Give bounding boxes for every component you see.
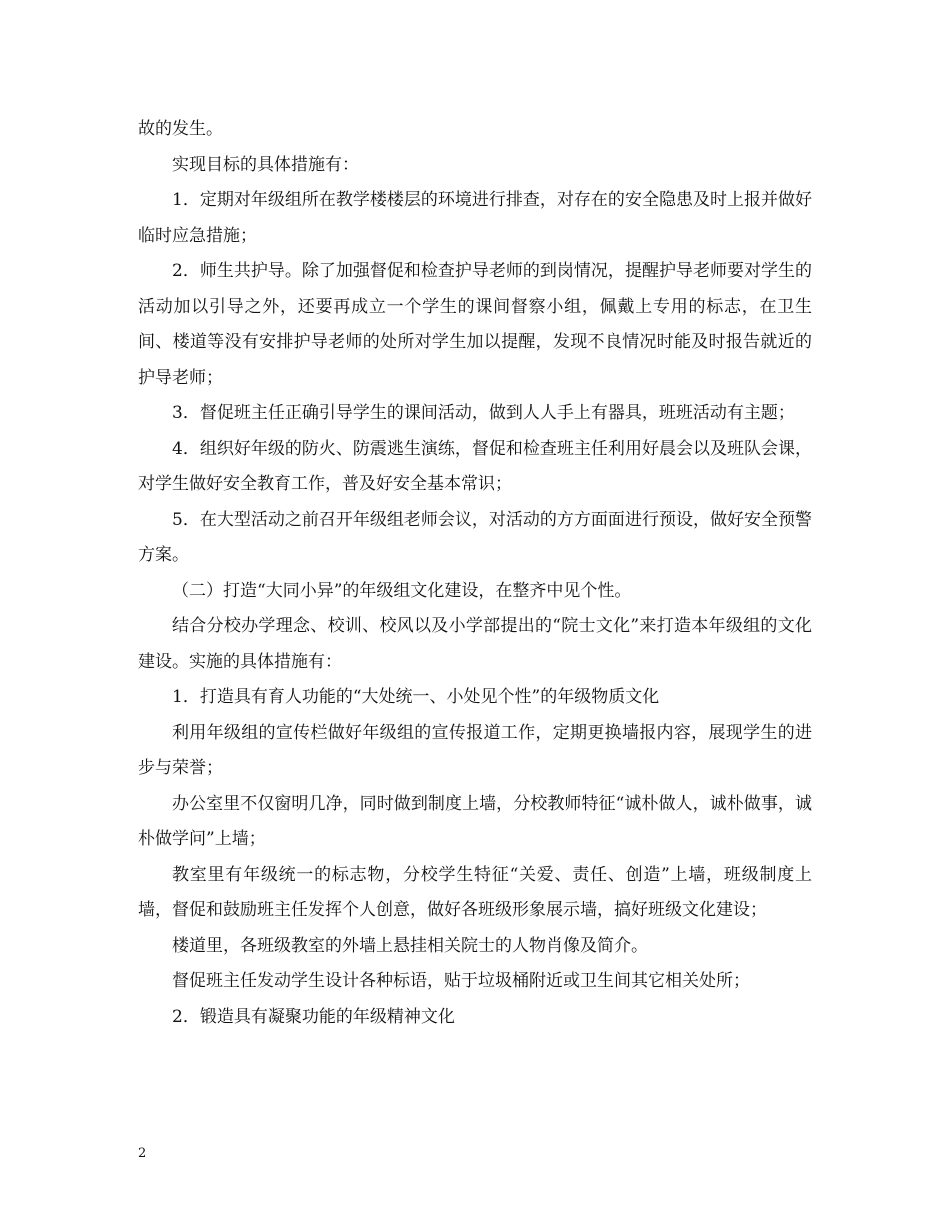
paragraph: 实现目标的具体措施有： bbox=[172, 154, 359, 175]
paragraph: 办公室里不仅窗明几净，同时做到制度上墙，分校教师特征“诚朴做人，诚朴做事，诚朴做学问”上墙； bbox=[138, 793, 812, 849]
paragraph: 2．师生共护导。除了加强督促和检查护导老师的到岗情况，提醒护导老师要对学生的活动加以引导之外，还要再成立一个学生的课间督察小组，佩戴上专用的标志，在卫生间、楼道等没有安排护导老师的处所对学生加以提醒，发现不良情况时能及时报告就近的护导老师； bbox=[138, 261, 812, 388]
page-number: 2 bbox=[138, 1146, 147, 1161]
paragraph: 1．定期对年级组所在教学楼楼层的环境进行排查，对存在的安全隐患及时上报并做好临时应急措施； bbox=[138, 190, 812, 246]
paragraph: 3．督促班主任正确引导学生的课间活动，做到人人手上有器具，班班活动有主题； bbox=[172, 403, 795, 423]
paragraph: 1．打造具有育人功能的“大处统一、小处见个性”的年级物质文化 bbox=[172, 687, 660, 707]
paragraph: 5．在大型活动之前召开年级组老师会议，对活动的方方面面进行预设，做好安全预警方案。 bbox=[138, 509, 812, 565]
paragraph: 督促班主任发动学生设计各种标语，贴于垃圾桶附近或卫生间其它相关处所； bbox=[172, 971, 750, 991]
paragraph: （二）打造“大同小异”的年级组文化建设，在整齐中见个性。 bbox=[172, 580, 632, 601]
paragraph: 故的发生。 bbox=[138, 119, 223, 139]
paragraph: 2．锻造具有凝聚功能的年级精神文化 bbox=[172, 1006, 455, 1027]
document-body bbox=[138, 112, 812, 1035]
paragraph: 楼道里，各班级教室的外墙上悬挂相关院士的人物肖像及简介。 bbox=[172, 935, 648, 956]
paragraph: 教室里有年级统一的标志物，分校学生特征“关爱、责任、创造”上墙，班级制度上墙，督促和鼓励班主任发挥个人创意，做好各班级形象展示墙，搞好班级文化建设； bbox=[138, 864, 812, 920]
paragraph: 4．组织好年级的防火、防震逃生演练，督促和检查班主任利用好晨会以及班队会课，对学生做好安全教育工作，普及好安全基本常识； bbox=[138, 438, 812, 494]
paragraph: 结合分校办学理念、校训、校风以及小学部提出的“院士文化”来打造本年级组的文化建设。实施的具体措施有： bbox=[138, 616, 812, 672]
paragraph: 利用年级组的宣传栏做好年级组的宣传报道工作，定期更换墙报内容，展现学生的进步与荣誉； bbox=[138, 722, 812, 778]
